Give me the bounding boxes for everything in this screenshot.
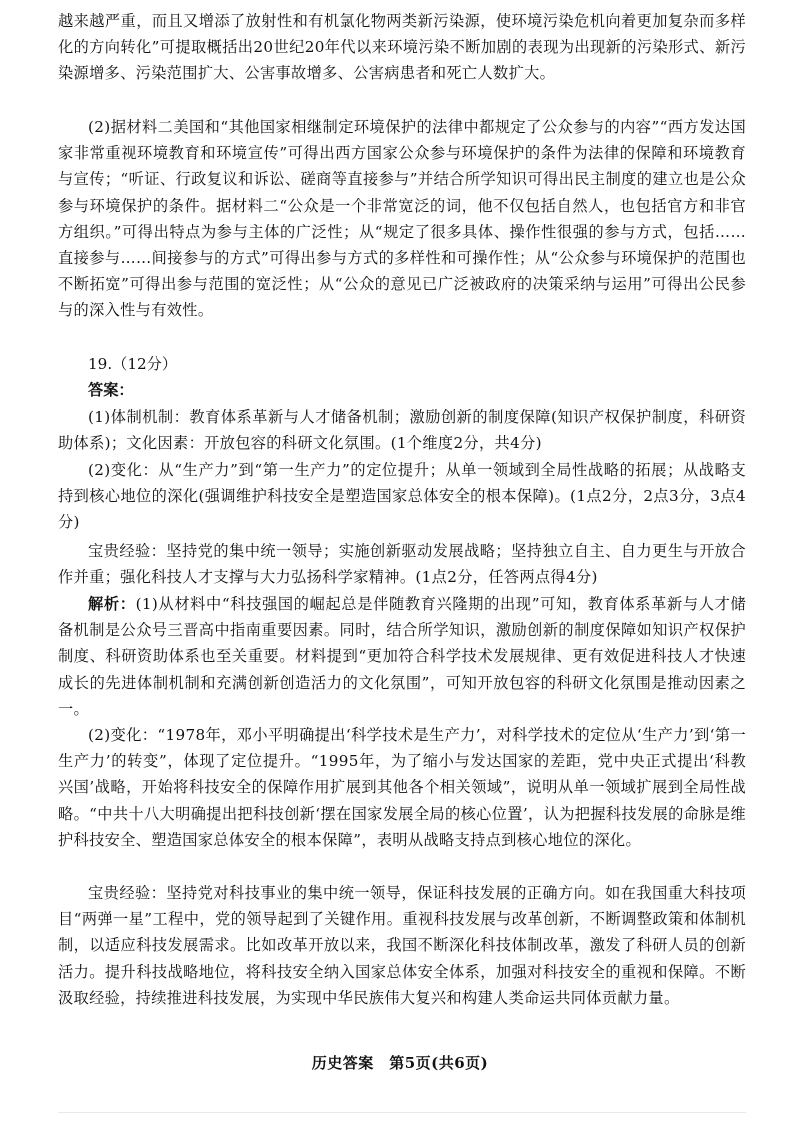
paragraph-material-two: (2)据材料二美国和“其他国家相继制定环境保护的法律中都规定了公众参与的内容”“西方发达国家非常重视环境教育和环境宣传”可得出西方国家公众参与环境保护的条件为法律的保障和环境教育与宣传；“听证、行政复议和诉讼、磋商等直接参与”并结合所学知识可得出民主制度的建立也是公众参与环境保护的条件。据材料二“公众是一个非常宽泛的词，他不仅包括自然人，也包括官方和非官方组织。”可得出特点为参与主体的广泛性；从“规定了很多具体、操作性很强的参与方式，包括……直接参与……间接参与的方式”可得出参与方式的多样性和可操作性；从“公众参与环境保护的范围也不断拓宽”可得出参与范围的宽泛性；从“公众的意见已广泛被政府的决策采纳与运用”可得出公民参与的深入性与有效性。 — [58, 118, 746, 320]
page-footer: 历史答案 第5页(共6页) — [311, 1054, 489, 1072]
analysis-part-one — [58, 591, 746, 722]
bottom-divider — [58, 1112, 746, 1113]
answer-label: 答案： — [88, 381, 134, 399]
answer-part-one: (1)体制机制：教育体系革新与人才储备机制；激励创新的制度保障(知识产权保护制度，科研资助体系)；文化因素：开放包容的科研文化氛围。(1个维度2分，共4分) — [58, 408, 746, 453]
answer-experience: 宝贵经验：坚持党的集中统一领导；实施创新驱动发展战略；坚持独立自主、自力更生与开放合作并重；强化科技人才支撑与大力弘扬科学家精神。(1点2分，任答两点得4分) — [58, 542, 746, 587]
analysis-part-two: (2)变化：“1978年，邓小平明确提出‘科学技术是生产力’，对科学技术的定位从‘生产力’到‘第一生产力’的转变”，体现了定位提升。“1995年，为了缩小与发达国家的差距，党中央正式提出‘科教兴国’战略，开始将科技安全的保障作用扩展到其他各个相关领域”，说明从单一领域扩展到全局性战略。“中共十八大明确提出把科技创新‘摆在国家发展全局的核心位置’，认为把握科技发展的命脉是维护科技安全、塑造国家总体安全的根本保障”，表明从战略支持点到核心地位的深化。 — [58, 726, 746, 849]
analysis-experience: 宝贵经验：坚持党对科技事业的集中统一领导，保证科技发展的正确方向。如在我国重大科技项目“两弹一星”工程中，党的领导起到了关键作用。重视科技发展与改革创新，不断调整政策和体制机制，以适应科技发展需求。比如改革开放以来，我国不断深化科技体制改革，激发了科研人员的创新活力。提升科技战略地位，将科技安全纳入国家总体安全体系，加强对科技安全的重视和保障。不断汲取经验，持续推进科技发展，为实现中华民族伟大复兴和构建人类命运共同体贡献力量。 — [58, 884, 746, 1007]
analysis-label: 解析： — [88, 595, 136, 613]
analysis-part-one-text: (1)从材料中“科技强国的崛起总是伴随教育兴隆期的出现”可知，教育体系革新与人才储备机制是公众号三晋高中指南重要因素。同时，结合所学知识，激励创新的制度保障如知识产权保护制度、科研资助体系也至关重要。材料提到“更加符合科学技术发展规律、更有效促进科技人才快速成长的先进体制机制和充满创新创造活力的文化氛围”，可知开放包容的科研文化氛围是推动因素之一。 — [58, 595, 746, 718]
answer-part-two: (2)变化：从“生产力”到“第一生产力”的定位提升；从单一领域到全局性战略的拓展；从战略支持到核心地位的深化(强调维护科技安全是塑造国家总体安全的根本保障)。(1点2分，2点3分，3点4分) — [58, 461, 746, 532]
paragraph-continuation: 越来越严重，而且又增添了放射性和有机氯化物两类新污染源，使环境污染危机向着更加复杂而多样化的方向转化”可提取概括出20世纪20年代以来环境污染不断加剧的表现为出现新的污染形式、新污染源增多、污染范围扩大、公害事故增多、公害病患者和死亡人数扩大。 — [58, 12, 746, 83]
question-number: 19.（12分） — [88, 355, 178, 373]
